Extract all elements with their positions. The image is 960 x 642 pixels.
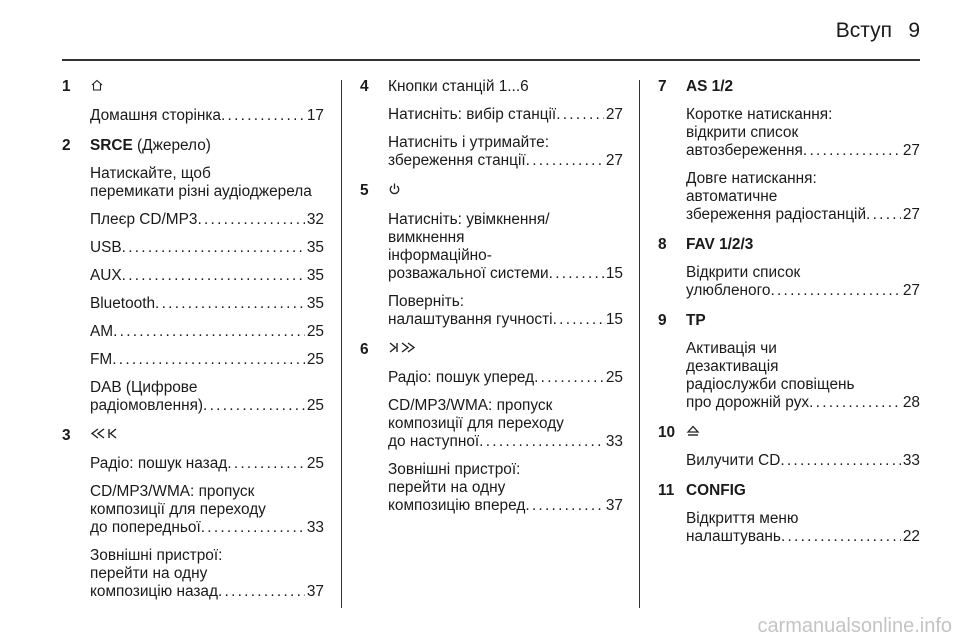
index-entry [686,264,920,300]
index-entry [90,165,324,201]
entry-line-text: Радіо: пошук уперед [388,369,535,387]
leader-dots [526,152,604,170]
entry-line: Довге натискання: [686,170,817,187]
page-number: 9 [908,19,920,42]
entry-text [90,267,324,285]
entry-line: перейти на одну [90,565,208,583]
entry-line-text: FM [90,351,113,368]
entry-line-text: до попередньої [90,519,201,537]
page-ref[interactable]: 33 [306,519,324,537]
entry-text [686,452,920,470]
leader-dots [866,206,901,224]
legend-item [62,427,324,601]
index-entry [388,134,623,170]
leader-dots [227,455,305,473]
index-entry [388,211,623,283]
item-heading [388,78,623,96]
entry-line [388,106,623,124]
leader-dots [556,106,604,124]
entry-line [90,351,324,369]
entry-text [686,510,920,546]
index-entry [388,369,623,387]
index-entry [90,351,324,369]
page-ref[interactable]: 33 [902,452,920,470]
entry-line-text: про дорожній рух [686,394,810,411]
entry-line [90,107,324,125]
item-number: 11 [658,482,675,500]
entry-line: Активація чи [686,340,777,357]
entry-line [686,394,920,412]
leader-dots [803,142,901,160]
entry-line: CD/MP3/WMA: пропуск [90,483,255,501]
index-entry [90,455,324,473]
entry-text [90,107,324,125]
entry-line: композиції для переходу [388,415,564,433]
leader-dots [201,519,305,537]
leader-dots [479,433,604,451]
leader-dots [549,265,604,283]
leader-dots [770,282,900,300]
watermark: carmanualsonline.info [757,615,952,637]
entry-line [686,282,920,300]
entry-line [686,528,920,546]
entry-line: автоматичне [686,188,778,205]
column-divider [341,80,342,608]
leader-dots [122,267,305,285]
legend-item [360,182,623,329]
entry-line-text: композицію назад [90,583,218,601]
entry-line: Відкрити список [686,264,801,281]
entry-line: відкрити список [686,124,799,141]
entry-line-text: Вилучити CD [686,452,781,470]
entry-line: перемикати різні аудіоджерела [90,183,312,200]
entry-line [388,433,623,451]
entry-text [388,134,623,170]
entry-line-text: AUX [90,267,122,284]
entry-text [90,323,324,341]
page-ref[interactable]: 35 [306,267,324,284]
entry-line-text: налаштувань [686,528,781,546]
item-heading [686,424,920,442]
item-heading [388,341,623,359]
entry-line-text: збереження радіостанцій [686,206,867,223]
entry-line [90,323,324,341]
leader-dots [197,211,304,229]
item-number: 8 [658,236,667,253]
item-head-label: FAV 1/2/3 [686,236,754,253]
entry-text [686,106,920,160]
entry-line [90,397,324,415]
leader-dots [809,394,901,412]
page-ref[interactable]: 35 [306,295,324,312]
entry-line: вимкнення [388,229,465,246]
item-heading [686,78,920,96]
entry-line [90,211,324,229]
entry-text [90,211,324,229]
entry-line [686,142,920,160]
page-ref[interactable]: 28 [902,394,920,411]
entry-line: Відкриття меню [686,510,799,528]
entry-line: CD/MP3/WMA: пропуск [388,397,553,415]
column-divider [639,80,640,608]
legend-item [62,78,324,125]
leader-dots [113,323,305,341]
legend-item [658,78,920,224]
seek-forward-icon [388,341,416,359]
index-entry [90,267,324,285]
entry-line: DAB (Цифрове [90,379,198,396]
entry-line-text: Bluetooth [90,295,156,312]
leader-dots [122,239,305,257]
index-entry [686,340,920,412]
column-1 [62,78,324,601]
entry-line-text: розважальної системи [388,265,549,282]
page-ref[interactable]: 15 [605,265,623,282]
header-rule [62,59,920,61]
index-entry [90,107,324,125]
entry-line: Натисніть: увімкнення/ [388,211,550,228]
entry-line: Натискайте, щоб [90,165,211,182]
page-ref[interactable]: 27 [902,206,920,223]
entry-line: Поверніть: [388,293,465,310]
page-ref[interactable]: 32 [306,211,324,228]
entry-line [90,455,324,473]
page-ref[interactable]: 17 [306,107,324,124]
entry-line-text: Домашня сторінка [90,107,221,124]
item-number: 4 [360,78,369,95]
item-head-note: Кнопки станцій 1...6 [388,78,529,95]
entry-text [388,369,623,387]
entry-text [90,547,324,601]
item-number: 7 [658,78,667,95]
index-entry [388,106,623,124]
item-number: 1 [62,78,71,95]
home-icon [90,78,104,97]
page-title: Вступ [835,19,892,42]
page-ref[interactable]: 27 [902,282,920,299]
item-number: 9 [658,312,667,329]
item-head-label: AS 1/2 [686,78,734,95]
leader-dots [780,452,901,470]
leader-dots [781,528,901,546]
entry-text [90,165,324,201]
page-header [0,0,960,60]
entry-line-text: улюбленого [686,282,771,299]
entry-text [90,379,324,415]
entry-line: перейти на одну [388,479,506,497]
entry-line-text: Радіо: пошук назад [90,455,228,473]
eject-icon [686,424,700,442]
leader-dots [553,311,604,329]
page-ref[interactable]: 15 [605,311,623,328]
leader-dots [203,397,305,415]
page-ref[interactable]: 25 [306,455,324,473]
item-number: 2 [62,137,71,154]
index-entry [686,452,920,470]
entry-text [90,455,324,473]
item-number: 10 [658,424,676,441]
page-ref[interactable]: 25 [605,369,623,387]
item-number: 5 [360,182,369,199]
item-heading [90,137,324,155]
entry-line-text: налаштування гучності [388,311,553,328]
entry-line: радіослужби сповіщень [686,376,855,393]
index-entry [686,106,920,160]
entry-line [388,152,623,170]
page-ref[interactable]: 37 [306,583,324,601]
page-ref[interactable]: 35 [306,239,324,256]
entry-text [90,483,324,537]
legend-item [658,312,920,412]
page-ref[interactable]: 27 [605,106,623,123]
entry-line-text: Плеєр CD/MP3 [90,211,198,228]
entry-line [90,519,324,537]
entry-text [90,295,324,313]
legend-item [360,341,623,515]
legend-item [658,424,920,470]
power-icon [388,182,401,201]
entry-line-text: AM [90,323,114,340]
seek-back-icon [90,427,118,445]
index-entry [90,323,324,341]
legend-item [62,137,324,415]
entry-line [388,311,623,329]
page-ref[interactable]: 22 [902,528,920,546]
index-entry [90,211,324,229]
entry-line [388,497,623,515]
entry-line: Зовнішні пристрої: [388,461,521,479]
item-head-label: TP [686,312,706,329]
page-ref[interactable]: 25 [306,351,324,368]
leader-dots [534,369,604,387]
entry-line: композиції для переходу [90,501,266,519]
entry-line: інформаційно- [388,247,492,264]
column-3 [658,78,920,546]
leader-dots [525,497,604,515]
column-2 [360,78,623,515]
item-heading [686,236,920,254]
entry-text [686,170,920,224]
entry-line-text: до наступної [388,433,480,451]
entry-line [90,295,324,313]
entry-line [686,452,920,470]
entry-line: дезактивація [686,358,779,375]
index-entry [90,483,324,537]
page-ref[interactable]: 25 [306,397,324,414]
entry-line-text: композицію вперед [388,497,526,515]
entry-text [686,340,920,412]
entry-text [90,239,324,257]
index-entry [90,295,324,313]
entry-line-text: збереження станції [388,152,526,169]
item-heading [388,182,623,201]
entry-line: Натисніть і утримайте: [388,134,549,151]
item-heading [90,78,324,97]
leader-dots [218,583,305,601]
entry-text [686,264,920,300]
index-entry [90,379,324,415]
entry-text [90,351,324,369]
page-ref[interactable]: 27 [902,142,920,159]
index-entry [388,293,623,329]
entry-text [388,106,623,124]
entry-line [90,239,324,257]
entry-line [388,265,623,283]
item-head-note: (Джерело) [137,137,211,154]
item-heading [686,482,920,500]
index-entry [90,547,324,601]
legend-item [658,236,920,300]
item-heading [686,312,920,330]
item-head-label: SRCE [90,137,133,154]
index-entry [90,239,324,257]
entry-text [388,397,623,451]
item-number: 6 [360,341,369,358]
entry-line: Коротке натискання: [686,106,833,123]
entry-line-text: автозбереження [686,142,803,159]
entry-text [388,293,623,329]
index-entry [388,461,623,515]
entry-line [90,267,324,285]
entry-line [388,369,623,387]
item-number: 3 [62,427,71,444]
page-ref[interactable]: 33 [605,433,623,451]
legend-item [658,482,920,546]
index-entry [686,170,920,224]
legend-item [360,78,623,170]
entry-text [388,211,623,283]
item-heading [90,427,324,445]
entry-line [686,206,920,224]
entry-line [90,583,324,601]
leader-dots [112,351,305,369]
index-entry [686,510,920,546]
leader-dots [221,107,305,125]
item-head-label: CONFIG [686,482,746,500]
entry-line-text: Натисніть: вибір станції [388,106,557,123]
index-entry [388,397,623,451]
entry-line-text: USB [90,239,122,256]
entry-line-text: радіомовлення) [90,397,204,414]
page-ref[interactable]: 27 [605,152,623,169]
leader-dots [155,295,305,313]
page-ref[interactable]: 25 [306,323,324,340]
entry-line: Зовнішні пристрої: [90,547,223,565]
entry-text [388,461,623,515]
page-ref[interactable]: 37 [605,497,623,515]
